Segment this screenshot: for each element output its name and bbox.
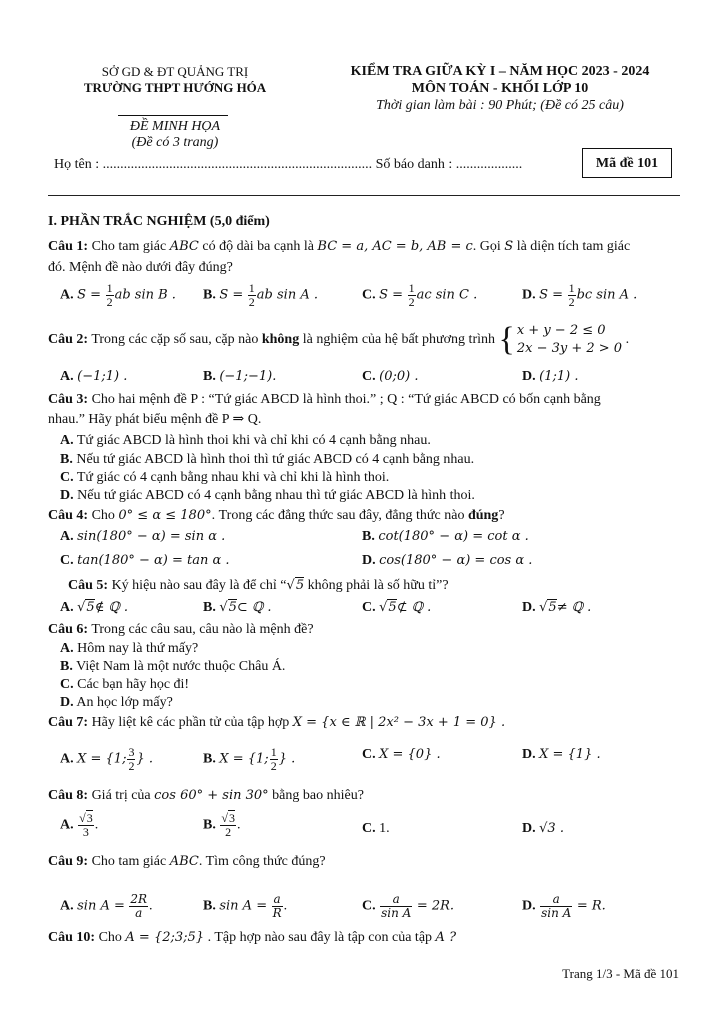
fraction <box>127 746 135 773</box>
q3-option-b[interactable] <box>60 451 474 469</box>
math: 3 . <box>547 821 564 836</box>
question-label: Câu 2: <box>48 332 89 347</box>
option-text: Tứ giác ABCD là hình thoi khi và chỉ khi có 4 cạnh bằng nhau. <box>76 433 431 448</box>
numerator: √3 <box>79 811 93 825</box>
option-letter: D. <box>60 488 74 503</box>
math: S <box>504 239 514 254</box>
option-letter: B. <box>203 287 216 303</box>
option-letter: C. <box>362 287 376 303</box>
emphasis: đúng <box>467 508 499 523</box>
option-letter: D. <box>522 287 536 303</box>
math: ⊂ ℚ . <box>236 600 272 615</box>
q1-option-a[interactable] <box>60 282 176 309</box>
math: BC = a, AC = b, AB = c <box>317 239 473 254</box>
q8-option-d[interactable] <box>522 820 564 838</box>
numerator: 1 <box>270 745 277 759</box>
math: X = {x ∈ ℝ | 2x² − 3x + 1 = 0} . <box>292 715 506 730</box>
math: cot(180° − α) = cot α . <box>378 529 529 544</box>
denominator: 2 <box>248 295 255 309</box>
option-letter: C. <box>60 553 74 568</box>
math: ⊄ ℚ . <box>396 600 432 615</box>
question-text: Giá trị của <box>91 788 151 803</box>
denominator: 2 <box>568 295 575 309</box>
question-text: . Gọi <box>472 239 501 254</box>
math: } . <box>278 751 296 767</box>
fraction <box>248 282 256 309</box>
q3-option-d[interactable] <box>60 487 475 505</box>
section-heading: I. PHẦN TRẮC NGHIỆM (5,0 điểm) <box>48 214 270 229</box>
question-text: Hãy liệt kê các phần tử của tập hợp <box>91 715 290 730</box>
page-footer: Trang 1/3 - Mã đề 101 <box>562 966 679 981</box>
option-letter: A. <box>60 817 74 833</box>
school-name: TRƯỜNG THPT HƯỚNG HÓA <box>83 80 267 95</box>
question-text: không phải là số hữu tỉ”? <box>307 578 449 593</box>
radicand: 5 <box>548 600 557 615</box>
option-letter: D. <box>362 553 376 568</box>
denominator: 2 <box>128 759 135 773</box>
radicand: 3 <box>228 811 235 825</box>
math: S = <box>379 287 404 303</box>
math: bc sin A . <box>576 287 638 303</box>
q7-option-b[interactable] <box>203 746 295 773</box>
denominator: 2 <box>270 759 277 773</box>
q9-option-c[interactable] <box>362 893 454 920</box>
option-letter: B. <box>203 369 216 384</box>
q9-option-a[interactable]: A. sin A = $\frac{2R}{a}$ . <box>60 892 153 920</box>
q5-option-c[interactable] <box>362 599 431 617</box>
sqrt-five: √5 <box>219 600 237 615</box>
question-label: Câu 4: <box>48 508 89 523</box>
q2-option-d[interactable] <box>522 368 578 386</box>
question-10 <box>48 929 456 947</box>
radicand: 5 <box>86 600 95 615</box>
question-text: là nghiệm của hệ bất phương trình <box>302 332 495 347</box>
q9-option-b[interactable]: B. sin A = $\frac{a}{R}$ . <box>203 892 288 920</box>
q5-option-a[interactable] <box>60 599 128 617</box>
math: = 2R. <box>416 898 455 914</box>
math: S = <box>539 287 564 303</box>
q7-option-c[interactable] <box>362 746 441 764</box>
numerator: 3 <box>128 745 135 759</box>
option-letter: D. <box>522 898 536 914</box>
q8-option-c[interactable] <box>362 820 390 838</box>
question-8 <box>48 787 364 805</box>
option-letter: B. <box>362 529 375 544</box>
option-text: 1. <box>379 821 390 836</box>
question-text: . Tập hợp nào sau đây là tập con của tập <box>207 930 433 945</box>
question-3 <box>48 391 601 409</box>
question-label: Câu 8: <box>48 788 89 803</box>
question-text: ? <box>498 508 505 523</box>
question-text: có độ dài ba cạnh là <box>202 239 314 254</box>
question-2: Câu 2: Trong các cặp số sau, cặp nào không là nghiệm của hệ bất phương trình { x + y − 2 ≤ 0 2x − 3y + 2 > 0 . <box>48 321 630 358</box>
q6-option-c[interactable] <box>60 676 189 694</box>
q7-option-d[interactable] <box>522 746 601 764</box>
question-text: Cho <box>98 930 122 945</box>
option-letter: B. <box>60 659 73 674</box>
page-count: (Đề có 3 trang) <box>131 135 219 150</box>
q1-option-d[interactable] <box>522 282 637 309</box>
math: 0° ≤ α ≤ 180° <box>118 508 212 523</box>
option-letter: D. <box>60 695 74 710</box>
option-letter: A. <box>60 529 74 544</box>
sqrt-three: √ <box>539 821 548 836</box>
math: X = {1} . <box>539 747 601 762</box>
radicand: 5 <box>228 600 237 615</box>
fraction <box>270 746 278 773</box>
q6-option-b[interactable] <box>60 658 285 676</box>
numerator: 1 <box>106 281 113 295</box>
option-text: Tứ giác có 4 cạnh bằng nhau khi và chỉ khi là hình thoi. <box>76 470 390 485</box>
exam-duration: Thời gian làm bài : 90 Phút; (Đề có 25 câu) <box>376 98 624 113</box>
option-letter: D. <box>522 369 536 384</box>
header-divider <box>48 195 680 196</box>
question-label: Câu 5: <box>68 578 109 593</box>
fraction <box>272 893 283 920</box>
question-text: là diện tích tam giác <box>516 239 631 254</box>
option-letter: C. <box>362 600 376 615</box>
option-letter: D. <box>522 747 536 762</box>
question-1-line-2: đó. Mệnh đề nào dưới đây đúng? <box>48 260 233 275</box>
q4-option-d[interactable] <box>362 552 532 570</box>
question-text: Cho <box>91 508 115 523</box>
question-4 <box>48 507 505 525</box>
option-letter: D. <box>522 600 536 615</box>
option-letter: A. <box>60 287 74 303</box>
math: sin A = <box>77 898 125 914</box>
question-text: bằng bao nhiêu? <box>272 788 364 803</box>
fraction <box>568 282 576 309</box>
q8-option-b[interactable]: B. $\frac{√3}{2}$ . <box>203 811 241 839</box>
question-9 <box>48 853 326 871</box>
question-1 <box>48 238 630 256</box>
q3-option-a[interactable] <box>60 432 431 450</box>
math: (1;1) . <box>539 369 579 384</box>
system-brace: { <box>498 321 515 358</box>
question-text: Trong các câu sau, câu nào là mệnh đề? <box>91 622 314 637</box>
fraction <box>129 893 148 920</box>
option-text: Các bạn hãy học đi! <box>77 677 190 692</box>
option-letter: C. <box>60 677 74 692</box>
option-letter: B. <box>203 600 216 615</box>
question-label: Câu 1: <box>48 239 89 254</box>
math: X = {0} . <box>379 747 441 762</box>
math: ∉ ℚ . <box>94 600 129 615</box>
question-6 <box>48 621 314 639</box>
option-letter: A. <box>60 433 74 448</box>
numerator: 2R <box>130 892 148 906</box>
q1-option-c[interactable] <box>362 282 477 309</box>
q2-option-a[interactable] <box>60 368 127 386</box>
emphasis: không <box>261 332 300 347</box>
radicand: 5 <box>295 578 305 593</box>
math: cos(180° − α) = cos α . <box>379 553 533 568</box>
sample-label: ĐỀ MINH HỌA <box>129 119 221 134</box>
department-name: SỞ GD & ĐT QUẢNG TRỊ <box>101 64 249 79</box>
math: ≠ ℚ . <box>556 600 592 615</box>
option-letter: A. <box>60 751 74 767</box>
fraction <box>408 282 416 309</box>
q4-option-a[interactable] <box>60 528 225 546</box>
question-7 <box>48 714 505 732</box>
radicand: 3 <box>86 811 93 825</box>
math: (−1;1) . <box>77 369 128 384</box>
denominator: 3 <box>82 825 89 839</box>
q2-option-c[interactable] <box>362 368 418 386</box>
option-letter: B. <box>203 751 216 767</box>
denominator: 2 <box>225 825 232 839</box>
numerator: a <box>273 892 281 906</box>
question-text: Cho tam giác <box>91 854 167 869</box>
option-letter: A. <box>60 641 74 656</box>
question-text: Cho tam giác <box>91 239 167 254</box>
option-text: Việt Nam là một nước thuộc Châu Á. <box>76 659 286 674</box>
sqrt-five: √5 <box>539 600 557 615</box>
question-5 <box>68 577 449 595</box>
q2-stem <box>48 331 495 349</box>
option-letter: C. <box>362 821 376 836</box>
sqrt-five: √5 <box>77 600 95 615</box>
numerator: 1 <box>248 281 255 295</box>
question-label: Câu 3: <box>48 392 89 407</box>
numerator: 1 <box>568 281 575 295</box>
q3-option-c[interactable] <box>60 469 389 487</box>
fraction <box>380 893 412 920</box>
question-label: Câu 6: <box>48 622 89 637</box>
question-3-line-2: nhau.” Hãy phát biểu mệnh đề P ⇒ Q. <box>48 412 262 427</box>
denominator: sin A <box>541 906 572 920</box>
math: tan(180° − α) = tan α . <box>77 553 230 568</box>
denominator: a <box>135 906 143 920</box>
subject-title: MÔN TOÁN - KHỐI LỚP 10 <box>411 81 589 96</box>
inequality-2: 2x − 3y + 2 > 0 <box>516 341 623 356</box>
exam-code-box: Mã đề 101 <box>582 148 672 178</box>
option-text: Hôm nay là thứ mấy? <box>77 641 199 656</box>
denominator: 2 <box>106 295 113 309</box>
math: A = {2;3;5} <box>125 930 205 945</box>
option-letter: C. <box>60 470 74 485</box>
option-letter: A. <box>60 898 74 914</box>
option-text: Nếu tứ giác ABCD là hình thoi thì tứ giác ABCD có 4 cạnh bằng nhau. <box>76 452 475 467</box>
math: A ? <box>435 930 457 945</box>
question-label: Câu 9: <box>48 854 89 869</box>
math: X = {1; <box>219 751 269 767</box>
q9-option-d[interactable] <box>522 893 606 920</box>
math: } . <box>136 751 154 767</box>
option-text: An học lớp mấy? <box>76 695 173 710</box>
math: ABC <box>169 854 199 869</box>
q5-option-b[interactable] <box>203 599 272 617</box>
question-text: . Trong các đẳng thức sau đây, đẳng thức nào <box>211 508 465 523</box>
math: (0;0) . <box>379 369 419 384</box>
question-label: Câu 7: <box>48 715 89 730</box>
q5-option-d[interactable] <box>522 599 591 617</box>
math: sin(180° − α) = sin α . <box>77 529 226 544</box>
math: ac sin C . <box>416 287 478 303</box>
question-label: Câu 10: <box>48 930 96 945</box>
q2-option-b[interactable] <box>203 368 276 386</box>
fraction <box>106 282 114 309</box>
sqrt-five: √5 <box>286 578 305 593</box>
math: (−1;−1). <box>219 369 277 384</box>
math: ab sin A . <box>256 287 318 303</box>
option-letter: B. <box>60 452 73 467</box>
header-underline <box>118 115 228 116</box>
denominator: R <box>272 906 282 920</box>
numerator: 1 <box>408 281 415 295</box>
q1-option-b[interactable] <box>203 282 318 309</box>
name-line: Họ tên : ............................................................................. Số báo danh : ................... <box>54 157 523 172</box>
inequality-system <box>517 322 622 358</box>
math: = R. <box>576 898 606 914</box>
radicand: 5 <box>388 600 397 615</box>
option-letter: C. <box>362 369 376 384</box>
math: ABC <box>169 239 199 254</box>
option-letter: D. <box>522 821 536 836</box>
q6-option-d[interactable] <box>60 694 173 712</box>
option-text: Nếu tứ giác ABCD có 4 cạnh bằng nhau thì tứ giác ABCD là hình thoi. <box>77 488 475 503</box>
q8-option-a[interactable]: A. $\frac{√3}{3}$ . <box>60 811 99 839</box>
sqrt-five: √5 <box>379 600 397 615</box>
q7-option-a[interactable] <box>60 746 153 773</box>
math: S = <box>77 287 102 303</box>
math: cos 60° + sin 30° <box>154 788 269 803</box>
option-letter: C. <box>362 747 376 762</box>
option-letter: C. <box>362 898 376 914</box>
option-letter: B. <box>203 817 216 833</box>
math: S = <box>219 287 244 303</box>
exam-title: KIỂM TRA GIỮA KỲ I – NĂM HỌC 2023 - 2024 <box>350 64 650 79</box>
fraction <box>78 812 94 839</box>
numerator: a <box>380 893 412 907</box>
q4-option-c[interactable] <box>60 552 230 570</box>
question-text: Cho hai mệnh đề P : “Tứ giác ABCD là hình thoi.” ; Q : “Tứ giác ABCD có bốn cạnh bằng <box>91 392 601 407</box>
denominator: sin A <box>381 906 412 920</box>
denominator: 2 <box>408 295 415 309</box>
fraction <box>540 893 572 920</box>
q4-option-b[interactable] <box>362 528 529 546</box>
math: sin A = <box>219 898 268 914</box>
option-letter: A. <box>60 369 74 384</box>
numerator: a <box>540 893 572 907</box>
inequality-1: x + y − 2 ≤ 0 <box>516 323 606 338</box>
math: ab sin B . <box>114 287 176 303</box>
q6-option-a[interactable] <box>60 640 198 658</box>
numerator: √3 <box>221 811 235 825</box>
option-letter: B. <box>203 898 216 914</box>
question-text: Trong các cặp số sau, cặp nào <box>91 332 259 347</box>
math: X = {1; <box>77 751 127 767</box>
question-text: . Tìm công thức đúng? <box>198 854 326 869</box>
option-letter: A. <box>60 600 74 615</box>
question-text: Ký hiệu nào sau đây là để chỉ “ <box>111 578 287 593</box>
fraction <box>220 812 236 839</box>
